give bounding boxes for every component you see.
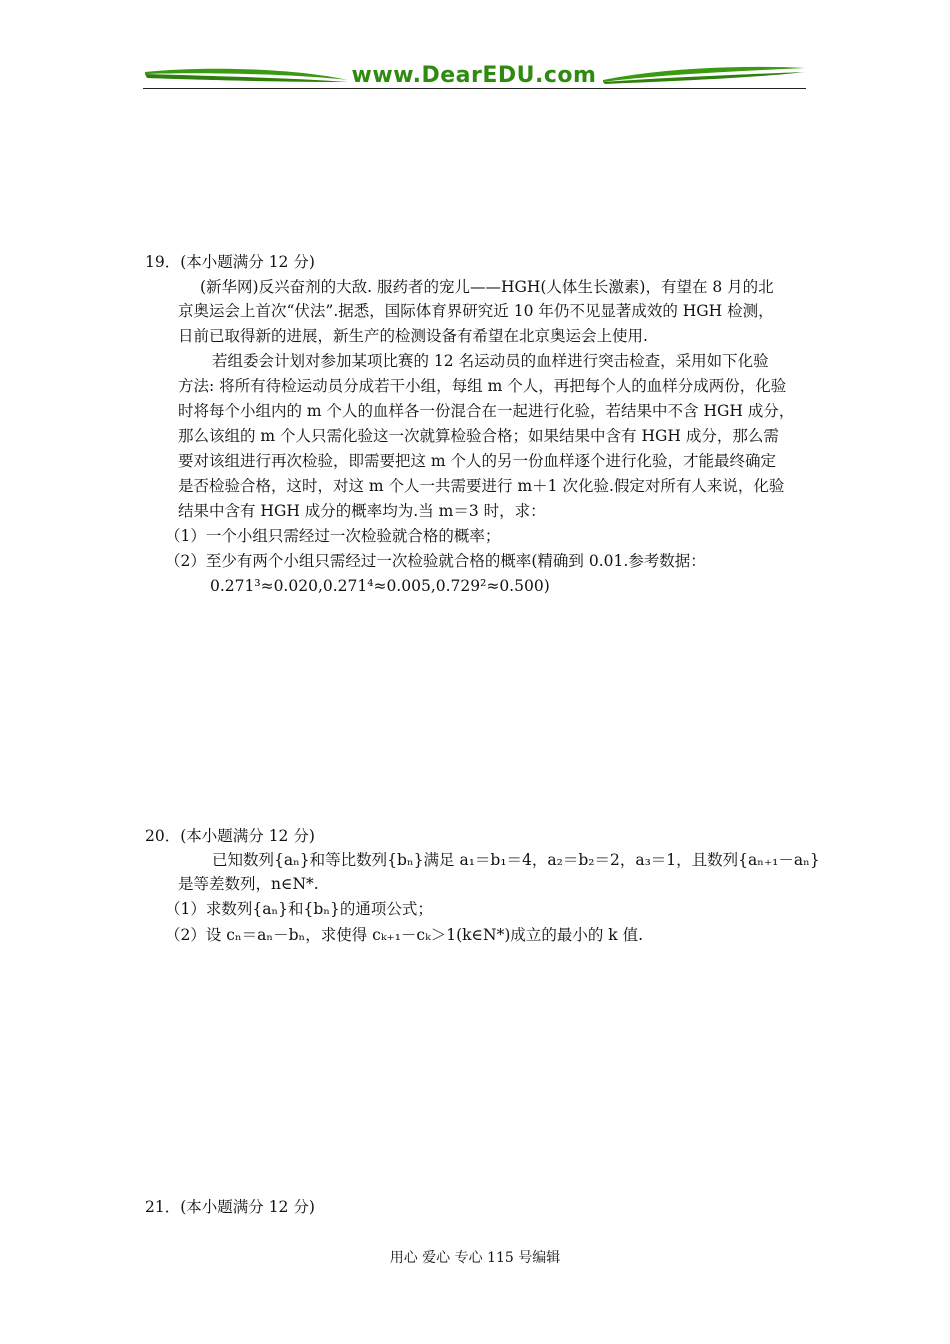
q19-para2-line2: 方法: 将所有待检运动员分成若干小组，每组 m 个人，再把每个人的血样分成两份，化验	[178, 377, 787, 395]
q19-para2-line3: 时将每个小组内的 m 个人的血样各一份混合在一起进行化验，若结果中不含 HGH 成分，	[178, 402, 795, 420]
q19-para2-line4: 那么该组的 m 个人只需化验这一次就算检验合格；如果结果中含有 HGH 成分，那么需	[178, 427, 779, 445]
q19-para2-line5: 要对该组进行再次检验，即需要把这 m 个人的另一份血样逐个进行化验，才能最终确定	[178, 452, 777, 470]
q19-para1-line3: 日前已取得新的进展，新生产的检测设备有希望在北京奥运会上使用.	[178, 327, 648, 345]
q19-para2-line7: 结果中含有 HGH 成分的概率均为.当 m＝3 时，求：	[178, 502, 546, 520]
question-19-title: 19．(本小题满分 12 分)	[145, 253, 315, 271]
header-rule	[143, 88, 806, 89]
page-footer: 用心 爱心 专心 115 号编辑	[389, 1250, 561, 1266]
q20-part2: （2）设 cₙ＝aₙ－bₙ，求使得 cₖ₊₁－cₖ＞1(k∈N*)成立的最小的 k 值.	[165, 926, 644, 944]
q19-para2-line1: 若组委会计划对参加某项比赛的 12 名运动员的血样进行突击检查，采用如下化验	[212, 352, 769, 370]
q20-line1: 已知数列{aₙ}和等比数列{bₙ}满足 a₁＝b₁＝4，a₂＝b₂＝2，a₃＝1，且数列{aₙ₊₁－aₙ}	[212, 851, 820, 869]
q19-para1-line1: (新华网)反兴奋剂的大敌. 服药者的宠儿——HGH(人体生长激素)，有望在 8 月的北	[200, 278, 774, 296]
q20-line2: 是等差数列，n∈N*.	[178, 875, 319, 893]
question-21-title: 21．(本小题满分 12 分)	[145, 1198, 315, 1216]
q19-reference-data: 0.271³≈0.020,0.271⁴≈0.005,0.729²≈0.500)	[210, 577, 550, 595]
question-20-title: 20．(本小题满分 12 分)	[145, 827, 315, 845]
q19-para1-line2: 京奥运会上首次“伏法”.据悉，国际体育界研究近 10 年仍不见显著成效的 HGH 检测，	[178, 302, 774, 320]
q19-para2-line6: 是否检验合格，这时，对这 m 个人一共需要进行 m＋1 次化验.假定对所有人来说，化验	[178, 477, 785, 495]
q19-part1: （1）一个小组只需经过一次检验就合格的概率；	[165, 527, 501, 545]
site-logo-text: www.DearEDU.com	[351, 63, 597, 88]
q19-part2: （2）至少有两个小组只需经过一次检验就合格的概率(精确到 0.01.参考数据：	[165, 552, 706, 570]
q20-part1: （1）求数列{aₙ}和{bₙ}的通项公式；	[165, 900, 433, 918]
